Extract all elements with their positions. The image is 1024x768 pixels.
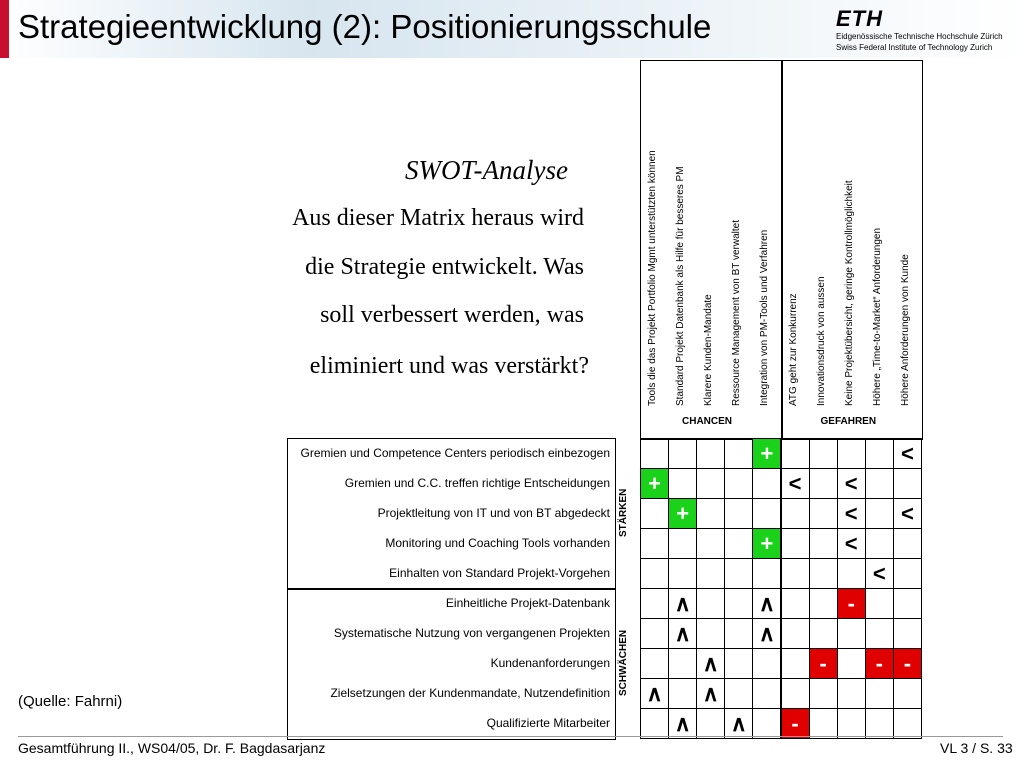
footer-right: VL 3 / S. 33 — [940, 740, 1013, 756]
matrix-cell — [893, 468, 922, 499]
matrix-cell — [781, 648, 810, 679]
column-header: Standard Projekt Datenbank als Hilfe für besseres PM — [675, 166, 687, 406]
matrix-cell — [696, 498, 725, 529]
matrix-cell: ∧ — [696, 678, 725, 709]
matrix-cell — [640, 708, 669, 739]
matrix-cell — [893, 528, 922, 559]
footer-left: Gesamtführung II., WS04/05, Dr. F. Bagdasarjanz — [18, 740, 326, 756]
matrix-cell — [724, 618, 753, 649]
matrix-cell — [809, 468, 838, 499]
matrix-cell: + — [752, 438, 781, 469]
logo-line-2: Swiss Federal Institute of Technology Zurich — [836, 43, 993, 52]
matrix-cell — [893, 618, 922, 649]
matrix-cell — [809, 618, 838, 649]
matrix-cell: ∧ — [668, 588, 697, 619]
matrix-cell: < — [837, 468, 866, 499]
matrix-cell — [809, 708, 838, 739]
matrix-cell: < — [781, 468, 810, 499]
matrix-cell — [865, 678, 894, 709]
matrix-cell: < — [837, 498, 866, 529]
matrix-cell: - — [893, 648, 922, 679]
matrix-cell — [837, 558, 866, 589]
row-label: Monitoring und Coaching Tools vorhanden — [385, 536, 610, 550]
matrix-cell — [640, 618, 669, 649]
column-header: Keine Projektübersicht, geringe Kontrollmöglichkeit — [843, 180, 855, 406]
chancen-label: CHANCEN — [682, 416, 732, 427]
matrix-cell — [865, 618, 894, 649]
matrix-cell — [696, 558, 725, 589]
matrix-cell: + — [668, 498, 697, 529]
matrix-cell — [696, 708, 725, 739]
matrix-cell — [865, 438, 894, 469]
matrix-cell — [696, 468, 725, 499]
matrix-cell: - — [809, 648, 838, 679]
matrix-cell: < — [893, 498, 922, 529]
column-header: Höhere Anforderungen von Kunde — [899, 254, 911, 406]
matrix-cell — [696, 588, 725, 619]
matrix-cell — [837, 438, 866, 469]
matrix-cell: - — [837, 588, 866, 619]
paragraph-line: soll verbessert werden, was — [320, 302, 584, 328]
matrix-cell: - — [781, 708, 810, 739]
gefahren-label: GEFAHREN — [820, 416, 877, 427]
matrix-cell — [837, 678, 866, 709]
matrix-cell — [809, 498, 838, 529]
matrix-cell — [668, 678, 697, 709]
swot-title: SWOT-Analyse — [405, 155, 568, 185]
matrix-cell — [724, 588, 753, 619]
matrix-cell — [865, 708, 894, 739]
matrix-cell: ∧ — [640, 678, 669, 709]
matrix-cell — [640, 648, 669, 679]
row-label: Systematische Nutzung von vergangenen Projekten — [333, 626, 610, 640]
matrix-cell — [752, 648, 781, 679]
accent-bar — [0, 0, 9, 58]
paragraph-line: eliminiert und was verstärkt? — [309, 353, 589, 379]
matrix-cell — [837, 618, 866, 649]
matrix-cell — [752, 678, 781, 709]
footer-divider — [18, 736, 1003, 737]
matrix-cell — [781, 678, 810, 709]
paragraph-line: die Strategie entwickelt. Was — [305, 254, 584, 280]
column-header: ATG geht zur Konkurrenz — [787, 293, 799, 406]
eth-logo: ETH — [836, 6, 883, 31]
matrix-cell — [837, 648, 866, 679]
row-label: Gremien und Competence Centers periodisch einbezogen — [300, 446, 610, 460]
column-header: Ressource Management von BT verwaltet — [731, 219, 743, 406]
matrix-cell — [781, 498, 810, 529]
page-title: Strategieentwicklung (2): Positionierungsschule — [18, 8, 712, 45]
matrix-cell — [724, 498, 753, 529]
matrix-cell: ∧ — [724, 708, 753, 739]
matrix-cell — [781, 588, 810, 619]
row-label: Gremien und C.C. treffen richtige Entscheidungen — [344, 476, 610, 490]
matrix-cell — [640, 588, 669, 619]
matrix-cell — [724, 648, 753, 679]
matrix-cell — [640, 438, 669, 469]
schwaechen-label: SCHWÄCHEN — [618, 629, 629, 696]
matrix-cell — [668, 648, 697, 679]
matrix-cell — [865, 588, 894, 619]
matrix-cell — [696, 438, 725, 469]
matrix-cell — [781, 618, 810, 649]
matrix-cell: ∧ — [752, 588, 781, 619]
matrix-cell — [865, 498, 894, 529]
row-label: Kundenanforderungen — [490, 656, 610, 670]
column-header: Innovationsdruck von aussen — [815, 276, 827, 406]
matrix-cell — [809, 528, 838, 559]
matrix-cell — [865, 528, 894, 559]
column-header: Höhere „Time-to-Market“ Anforderungen — [871, 227, 883, 406]
matrix-cell — [781, 438, 810, 469]
matrix-cell — [724, 678, 753, 709]
matrix-cell — [696, 528, 725, 559]
matrix-cell: - — [865, 648, 894, 679]
paragraph-line: Aus dieser Matrix heraus wird — [292, 205, 584, 231]
matrix-cell — [668, 468, 697, 499]
matrix-cell: ∧ — [668, 708, 697, 739]
row-label: Zielsetzungen der Kundenmandate, Nutzendefinition — [330, 686, 610, 700]
matrix-cell — [809, 438, 838, 469]
logo-line-1: Eidgenössische Technische Hochschule Zürich — [836, 32, 1003, 41]
matrix-cell — [724, 528, 753, 559]
matrix-cell — [640, 558, 669, 589]
matrix-cell: < — [837, 528, 866, 559]
matrix-cell — [893, 558, 922, 589]
matrix-cell: < — [893, 438, 922, 469]
row-label: Qualifizierte Mitarbeiter — [486, 716, 610, 730]
matrix-cell — [752, 708, 781, 739]
matrix-cell — [893, 708, 922, 739]
row-label: Einhalten von Standard Projekt-Vorgehen — [389, 566, 610, 580]
matrix-cell — [809, 678, 838, 709]
matrix-cell — [752, 498, 781, 529]
column-header: Integration von PM-Tools und Verfahren — [759, 229, 771, 406]
matrix-cell: + — [752, 528, 781, 559]
matrix-cell: < — [865, 558, 894, 589]
row-label: Projektleitung von IT und von BT abgedeckt — [377, 506, 610, 520]
matrix-cell — [696, 618, 725, 649]
matrix-cell — [837, 708, 866, 739]
matrix-cell — [809, 558, 838, 589]
matrix-cell — [668, 558, 697, 589]
matrix-cell — [752, 558, 781, 589]
matrix-cell — [724, 468, 753, 499]
matrix-cell: + — [640, 468, 669, 499]
column-header: Tools die das Projekt Portfolio Mgmt unterstützten können — [647, 150, 658, 406]
matrix-cell — [781, 528, 810, 559]
row-label: Einheitliche Projekt-Datenbank — [445, 596, 610, 610]
matrix-cell — [893, 588, 922, 619]
matrix-cell — [781, 558, 810, 589]
matrix-cell — [752, 468, 781, 499]
staerken-label: STÄRKEN — [618, 488, 629, 537]
matrix-cell: ∧ — [668, 618, 697, 649]
matrix-cell: ∧ — [696, 648, 725, 679]
column-header: Klarere Kunden-Mandate — [703, 294, 715, 406]
matrix-cell: ∧ — [752, 618, 781, 649]
matrix-cell — [668, 528, 697, 559]
matrix-cell — [865, 468, 894, 499]
matrix-cell — [893, 678, 922, 709]
matrix-cell — [668, 438, 697, 469]
matrix-cell — [724, 438, 753, 469]
matrix-cell — [809, 588, 838, 619]
matrix-cell — [640, 528, 669, 559]
matrix-cell — [640, 498, 669, 529]
matrix-cell — [724, 558, 753, 589]
source-note: (Quelle: Fahrni) — [18, 693, 123, 710]
